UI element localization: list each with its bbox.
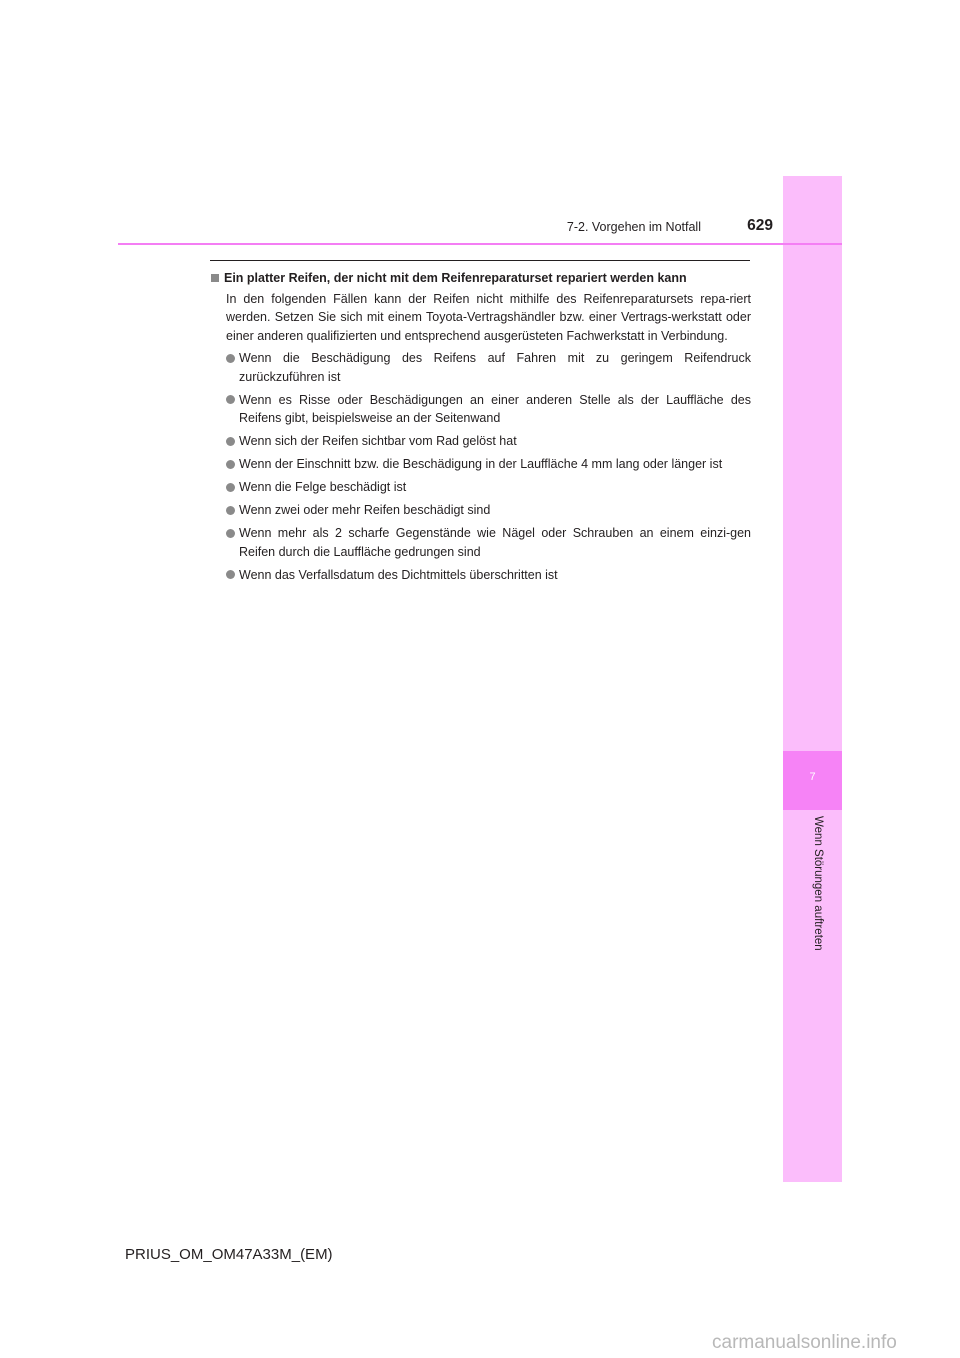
list-item-text: Wenn mehr als 2 scharfe Gegenstände wie Nägel oder Schrauben an einem einzi-gen Reifen durch die Lauffläche gedrungen sind [239,526,751,559]
list-item-text: Wenn das Verfallsdatum des Dichtmittels überschritten ist [239,567,558,582]
circle-bullet-icon [226,529,235,538]
chapter-number: 7 [809,771,816,783]
document-code: PRIUS_OM_OM47A33M_(EM) [125,1246,333,1263]
list-item [211,455,751,474]
list-item [211,501,751,520]
list-item-text: Wenn die Felge beschädigt ist [239,480,407,494]
circle-bullet-icon [226,506,235,515]
list-item-text: Wenn es Risse oder Beschädigungen an einer anderen Stelle als der Lauffläche des Reifens gibt, beispielsweise an der Seitenwand [239,392,751,425]
list-item-text: Wenn sich der Reifen sichtbar vom Rad gelöst hat [239,434,517,448]
list-item [211,478,751,497]
page-number: 629 [747,217,773,234]
circle-bullet-icon [226,354,235,363]
circle-bullet-icon [226,570,235,579]
list-item-text: Wenn zwei oder mehr Reifen beschädigt sind [239,503,491,517]
section-title: 7-2. Vorgehen im Notfall [566,220,701,234]
list-item [211,432,751,451]
header-rule [118,243,842,245]
chapter-title: Wenn Störungen auftreten [812,816,824,951]
square-bullet-icon [211,274,219,282]
list-item-text: Wenn die Beschädigung des Reifens auf Fahren mit zu geringem Reifendruck zurückzuführen ist [239,351,751,384]
chapter-side-tab [783,176,842,1182]
condition-list [211,349,751,584]
circle-bullet-icon [226,437,235,446]
watermark: carmanualsonline.info [712,1332,897,1353]
circle-bullet-icon [226,460,235,469]
list-item [211,566,751,585]
list-item [211,349,751,386]
content-body [211,269,751,589]
section-heading [211,269,751,288]
circle-bullet-icon [226,395,235,404]
circle-bullet-icon [226,483,235,492]
list-item [211,391,751,428]
section-heading-text: Ein platter Reifen, der nicht mit dem Reifenreparaturset repariert werden kann [224,271,687,285]
list-item-text: Wenn der Einschnitt bzw. die Beschädigung in der Lauffläche 4 mm lang oder länger ist [239,457,723,471]
intro-paragraph: In den folgenden Fällen kann der Reifen nicht mithilfe des Reifenreparatursets repa-riert werden. Setzen Sie sich mit einem Toyota-Vertragshändler bzw. einer Vertrags-werkstatt oder einer anderen qualifizierten und entsprechend ausgerüsteten Fachwerkstatt in Verbindung. [226,291,751,343]
content-divider [210,260,750,261]
list-item [211,524,751,561]
